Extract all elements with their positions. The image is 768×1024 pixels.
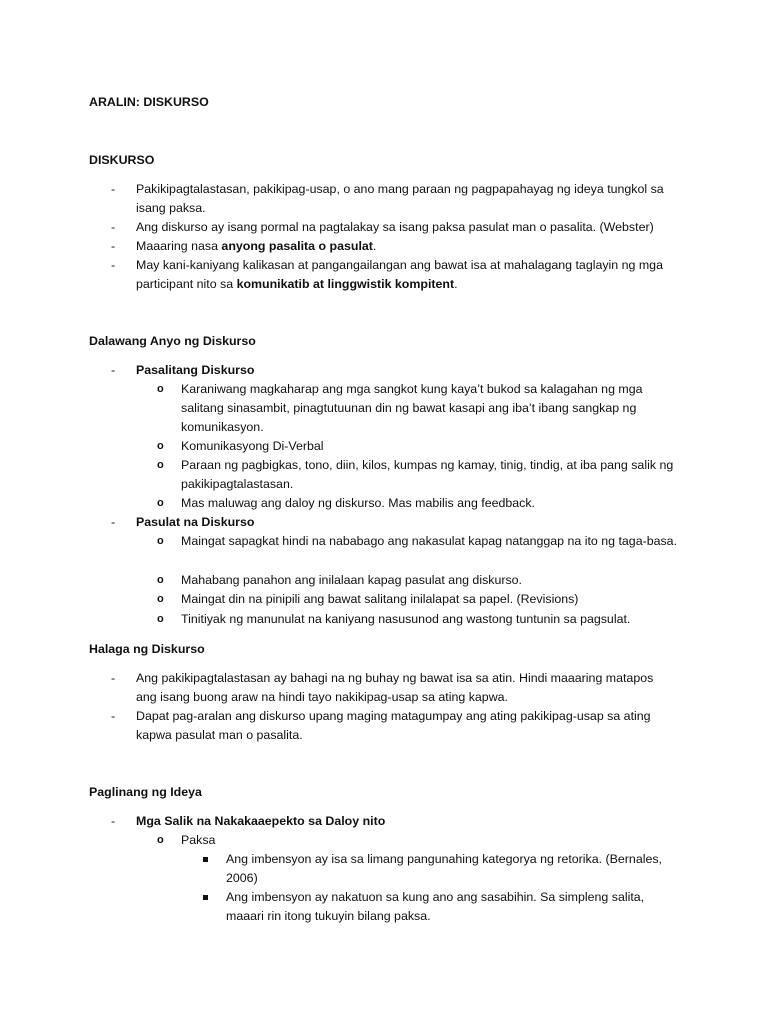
sub-list-item-text: Tinitiyak ng manunulat na kaniyang nasusunod ang wastong tuntunin sa pagsulat. [181, 612, 631, 626]
sub-list-item-text: Mahabang panahon ang inilalaan kapag pasulat ang diskurso. [181, 573, 523, 587]
sub-list-item-text: Maingat sapagkat hindi na nababago ang nakasulat kapag natanggap na ito ng taga-basa. [181, 534, 678, 548]
list-item-text: Maaaring nasa anyong pasalita o pasulat. [136, 239, 377, 253]
dash-bullet: - [111, 182, 116, 196]
circle-bullet: o [157, 459, 164, 471]
group-label: Mga Salik na Nakakaaepekto sa Daloy nito [136, 814, 386, 828]
dash-bullet: - [111, 239, 116, 253]
list-item-text: Ang diskurso ay isang pormal na pagtalakay sa isang paksa pasulat man o pasalita. (Webster) [136, 220, 654, 234]
dash-bullet: - [111, 258, 116, 272]
sub-list-item-text: Karaniwang magkaharap ang mga sangkot kung kaya’t bukod sa kalagahan ng mga salitang sinasambit, pinagtutuunan din ng bawat kasapi ang iba’t ibang sangkap ng komunikasyon. [181, 382, 643, 434]
section-heading-anyo: Dalawang Anyo ng Diskurso [89, 334, 256, 348]
circle-bullet: o [157, 440, 164, 452]
lesson-title: ARALIN: DISKURSO [89, 95, 209, 109]
list-item-text: Ang pakikipagtalastasan ay bahagi na ng buhay ng bawat isa sa atin. Hindi maaaring matapos ang isang buong araw na hindi tayo nakikipag-usap sa ating kapwa. [136, 671, 654, 704]
group-label: Pasulat na Diskurso [136, 515, 255, 529]
section-heading-halaga: Halaga ng Diskurso [89, 642, 205, 656]
circle-bullet: o [157, 593, 164, 605]
sub-sub-list-item-text: Ang imbensyon ay nakatuon sa kung ano ang sasabihin. Sa simpleng salita, maaari rin itong tukuyin bilang paksa. [226, 890, 645, 923]
dash-bullet: - [111, 814, 116, 828]
sub-sub-list-item-text: Ang imbensyon ay isa sa limang pangunahing kategorya ng retorika. (Bernales, 2006) [226, 852, 662, 885]
sub-list-item-text: Komunikasyong Di-Verbal [181, 439, 324, 453]
sub-list-item-text: Maingat din na pinipili ang bawat salitang inilalapat sa papel. (Revisions) [181, 592, 579, 606]
dash-bullet: - [111, 220, 116, 234]
list-item-text: Pakikipagtalastasan, pakikipag-usap, o ano mang paraan ng pagpapahayag ng ideya tungkol sa isang paksa. [136, 182, 664, 215]
section-heading-diskurso: DISKURSO [89, 153, 155, 167]
dash-bullet: - [111, 515, 116, 529]
square-bullet [203, 857, 208, 862]
circle-bullet: o [157, 383, 164, 395]
square-bullet [203, 895, 208, 900]
circle-bullet: o [157, 834, 164, 846]
circle-bullet: o [157, 535, 164, 547]
list-item-text: May kani-kaniyang kalikasan at pangangailangan ang bawat isa at mahalagang taglayin ng mga participant nito sa komunikatib at linggwistik kompitent. [136, 258, 663, 291]
circle-bullet: o [157, 497, 164, 509]
dash-bullet: - [111, 363, 116, 377]
dash-bullet: - [111, 671, 116, 685]
group-label: Pasalitang Diskurso [136, 363, 255, 377]
section-heading-paglinang: Paglinang ng Ideya [89, 785, 202, 799]
circle-bullet: o [157, 613, 164, 625]
dash-bullet: - [111, 709, 116, 723]
sub-list-item-text: Paraan ng pagbigkas, tono, diin, kilos, kumpas ng kamay, tinig, tindig, at iba pang salik ng pakikipagtalastasan. [181, 458, 674, 491]
circle-bullet: o [157, 574, 164, 586]
list-item-text: Dapat pag-aralan ang diskurso upang maging matagumpay ang ating pakikipag-usap sa ating kapwa pasulat man o pasalita. [136, 709, 651, 742]
sub-list-item-text: Paksa [181, 833, 216, 847]
sub-list-item-text: Mas maluwag ang daloy ng diskurso. Mas mabilis ang feedback. [181, 496, 536, 510]
